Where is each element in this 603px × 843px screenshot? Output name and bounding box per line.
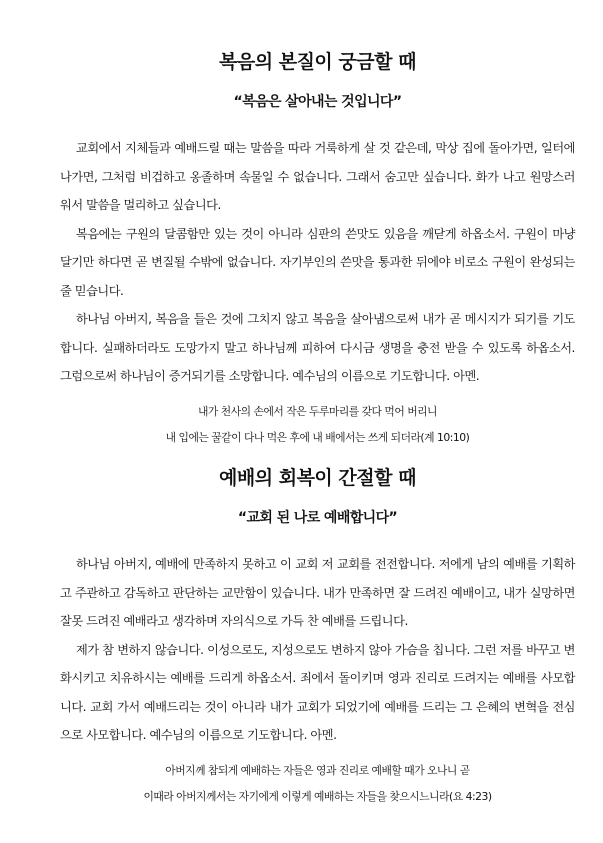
paragraph: 제가 참 변하지 않습니다. 이성으로도, 지성으로도 변하지 않아 가슴을 칩니다. 그런 저를 바꾸고 변화시키고 치유하시는 예배를 드리게 하옵소서. 죄에서 돌이키며 영과 진리로 드려지는 예배를 사모합니다. 교회 가서 예배드리는 것이 아니라 내가 교회가 되었기에 예배를 드리는 그 은혜의 변혁을 전심으로 사모합니다. 예수님의 이름으로 기도합니다. 아멘. [60, 642, 575, 742]
section-subtitle: “복음은 살아내는 것입니다” [233, 94, 402, 110]
prayer-body [60, 134, 575, 391]
verse-line: 내가 천사의 손에서 작은 두루마리를 갖다 먹어 버리니 [198, 404, 437, 418]
section-subtitle: “교회 된 나로 예배합니다” [237, 510, 398, 526]
prayer-section-gospel [60, 48, 575, 451]
paragraph: 하나님 아버지, 예배에 만족하지 못하고 이 교회 저 교회를 전전합니다. 저에게 남의 예배를 기획하고 주관하고 감독하고 판단하는 교만함이 있습니다. 내가 만족하면 잘 드려진 예배이고, 내가 실망하면 잘못 드려진 예배라고 생각하며 자의식으로 가득 찬 예배를 드립니다. [60, 557, 575, 628]
verse-line: 이때라 아버지께서는 자기에게 이렇게 예배하는 자들을 찾으시느니라(요 4:23) [143, 789, 492, 803]
verse-line: 내 입에는 꿀같이 다나 먹은 후에 내 배에서는 쓰게 되더라(계 10:10) [165, 430, 470, 444]
verse-line: 아버지께 참되게 예배하는 자들은 영과 진리로 예배할 때가 오나니 곧 [165, 763, 470, 777]
paragraph: 복음에는 구원의 달콤함만 있는 것이 아니라 심판의 쓴맛도 있음을 깨닫게 하옵소서. 구원이 마냥 달기만 하다면 곧 변질될 수밖에 없습니다. 자기부인의 쓴맛을 통과한 뒤에야 비로소 구원이 완성되는 줄 믿습니다. [60, 226, 575, 298]
section-title: 예배의 회복이 간절할 때 [219, 467, 416, 489]
scripture-verse [60, 758, 575, 810]
scripture-verse [60, 399, 575, 451]
paragraph: 하나님 아버지, 복음을 들은 것에 그치지 않고 복음을 살아냄으로써 내가 곧 메시지가 되기를 기도합니다. 실패하더라도 도망가지 말고 하나님께 피하여 다시금 생명을 충전 받을 수 있도록 하옵소서. 그럼으로써 하나님이 증거되기를 소망합니다. 예수님의 이름으로 기도합니다. 아멘. [60, 312, 575, 383]
prayer-body [60, 550, 575, 750]
prayer-section-worship [60, 464, 575, 810]
paragraph: 교회에서 지체들과 예배드릴 때는 말씀을 따라 거룩하게 살 것 같은데, 막상 집에 돌아가면, 일터에 나가면, 그처럼 비겁하고 옹졸하며 속물일 수 없습니다. 그래서 숨고만 싶습니다. 화가 나고 원망스러워서 말씀을 멀리하고 싶습니다. [60, 141, 575, 212]
section-title: 복음의 본질이 궁금할 때 [219, 51, 416, 73]
